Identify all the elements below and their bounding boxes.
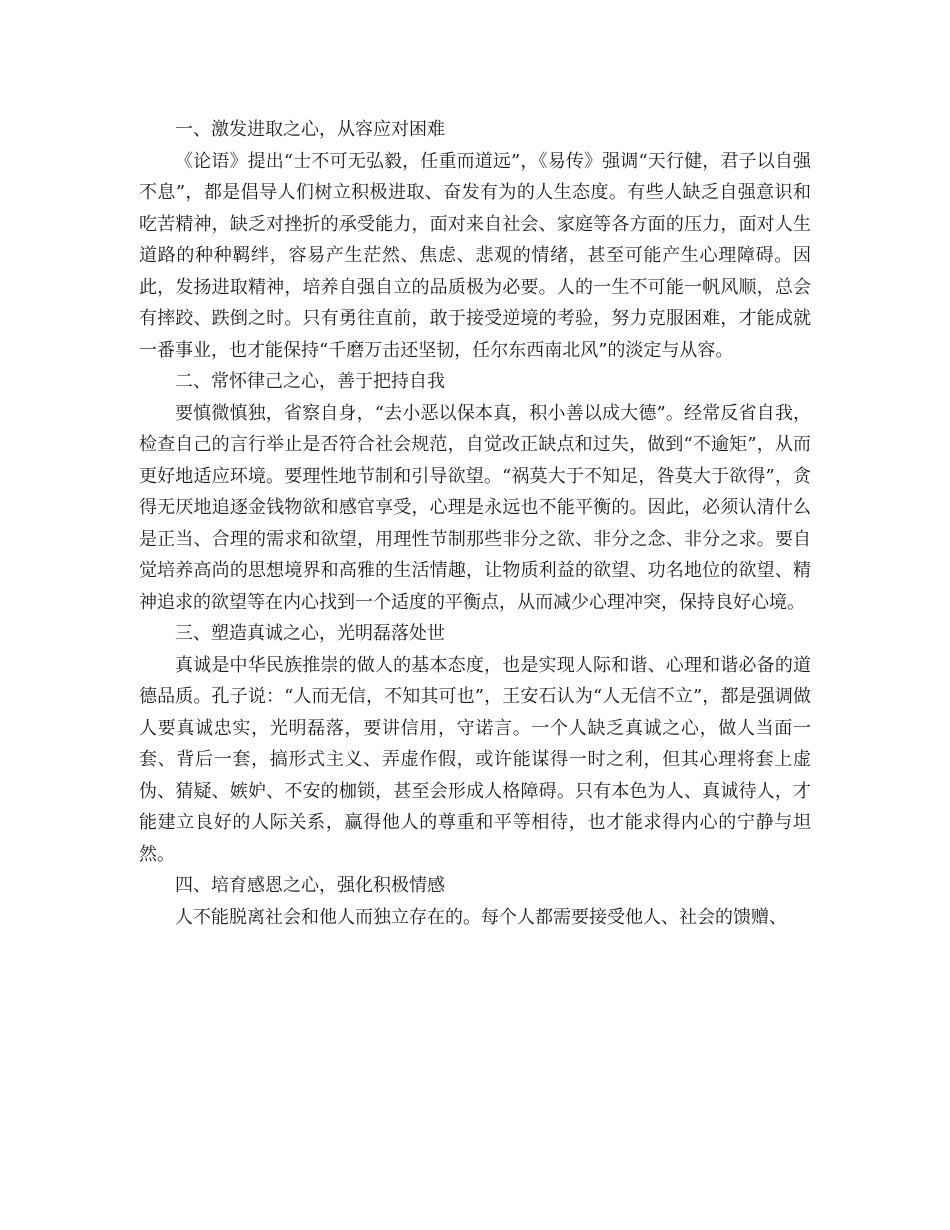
body-paragraph-3: 真诚是中华民族推崇的做人的基本态度，也是实现人际和谐、心理和谐必备的道德品质。孔子说：“人而无信，不知其可也”，王安石认为“人无信不立”，都是强调做人要真诚忠实，光明磊落，要讲信用，守诺言。一个人缺乏真诚之心，做人当面一套、背后一套，搞形式主义、弄虚作假，或许能谋得一时之利，但其心理将套上虚伪、猜疑、嫉妒、不安的枷锁，甚至会形成人格障碍。只有本色为人、真诚待人，才能建立良好的人际关系，赢得他人的尊重和平等相待，也才能求得内心的宁静与坦然。 xyxy=(139,654,811,865)
body-paragraph-4: 人不能脱离社会和他人而独立存在的。每个人都需要接受他人、社会的馈赠、 xyxy=(175,906,787,928)
section-heading-3: 三、塑造真诚之心，光明磊落处世 xyxy=(175,623,445,644)
section-heading-1: 一、激发进取之心，从容应对困难 xyxy=(175,119,445,140)
body-paragraph-2: 要慎微慎独，省察自身，“去小恶以保本真，积小善以成大德”。经常反省自我，检查自己的言行举止是否符合社会规范，自觉改正缺点和过失，做到“不逾矩”，从而更好地适应环境。要理性地节制和引导欲望。“祸莫大于不知足，咎莫大于欲得”，贪得无厌地追逐金钱物欲和感官享受，心理是永远也不能平衡的。因此，必须认清什么是正当、合理的需求和欲望，用理性节制那些非分之欲、非分之念、非分之求。要自觉培养高尚的思想境界和高雅的生活情趣，让物质利益的欲望、功名地位的欲望、精神追求的欲望等在内心找到一个适度的平衡点，从而减少心理冲突，保持良好心境。 xyxy=(139,402,811,613)
document-body xyxy=(139,114,811,933)
body-paragraph-1: 《论语》提出“士不可无弘毅，任重而道远”，《易传》强调“天行健，君子以自强不息”，都是倡导人们树立积极进取、奋发有为的人生态度。有些人缺乏自强意识和吃苦精神，缺乏对挫折的承受能力，面对来自社会、家庭等各方面的压力，面对人生道路的种种羁绊，容易产生茫然、焦虑、悲观的情绪，甚至可能产生心理障碍。因此，发扬进取精神，培养自强自立的品质极为必要。人的一生不可能一帆风顺，总会有摔跤、跌倒之时。只有勇往直前，敢于接受逆境的考验，努力克服困难，才能成就一番事业，也才能保持“千磨万击还坚韧，任尔东西南北风”的淡定与从容。 xyxy=(139,150,811,361)
section-heading-2: 二、常怀律己之心，善于把持自我 xyxy=(175,371,445,392)
section-heading-4: 四、培育感恩之心，强化积极情感 xyxy=(175,875,445,896)
